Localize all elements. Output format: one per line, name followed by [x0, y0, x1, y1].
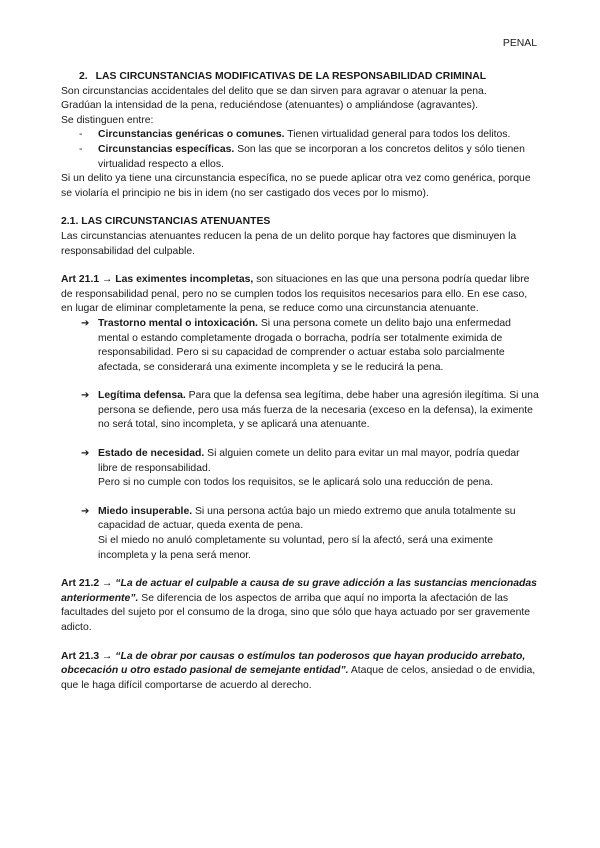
- list-item-term: Circunstancias genéricas o comunes.: [98, 129, 285, 141]
- art-21-2-paragraph: [61, 577, 541, 635]
- list-item: [61, 317, 541, 375]
- art-21-3-label: Art 21.3 →: [61, 650, 116, 662]
- list-item-text: Tienen virtualidad general para todos los delitos.: [284, 129, 511, 141]
- section-2-number: 2.: [79, 71, 88, 82]
- art-21-3-quote: “La de obrar por causas o estímulos tan poderosos que hayan producido arrebato, obcecación u otro estado pasional de semejante entidad”.: [61, 650, 526, 677]
- arrow-icon: ➔: [81, 505, 90, 517]
- list-item: [61, 389, 541, 433]
- list-item-text: Para que la defensa sea legítima, debe haber una agresión ilegítima. Si una persona se defiende, pero usa más fuerza de la necesaria (exceso en la defensa), la eximente no será total, sino incompleta, y se aplicará una atenuante.: [98, 390, 539, 431]
- list-dash: -: [79, 143, 83, 155]
- art-21-3-paragraph: [61, 650, 541, 694]
- art-21-2-quote: “La de actuar el culpable a causa de su grave adicción a las sustancias mencionadas anteriormente”.: [61, 578, 537, 604]
- section-2-heading: [61, 70, 541, 85]
- eximentes-list: [61, 317, 541, 563]
- list-item-text: Si alguien comete un delito para evitar un mal mayor, podría quedar libre de responsabilidad.: [98, 448, 520, 474]
- document-body: [61, 70, 541, 693]
- list-item: [61, 505, 541, 563]
- arrow-icon: ➔: [81, 390, 90, 402]
- art-21-1-paragraph: [61, 273, 541, 317]
- list-item-text: Si una persona actúa bajo un miedo extremo que anula totalmente su capacidad de actuar, queda exenta de pena.: [98, 505, 516, 532]
- list-dash: -: [79, 129, 83, 141]
- art-21-2-label: Art 21.2 →: [61, 578, 116, 590]
- section-2-1-intro: Las circunstancias atenuantes reducen la pena de un delito porque hay factores que disminuyen la responsabilidad del culpable.: [61, 230, 517, 257]
- section-2-closing: Si un delito ya tiene una circunstancia específica, no se puede aplicar otra vez como genérica, porque se violaría el principio ne bis in idem (no ser castigado dos veces por lo mismo).: [61, 173, 531, 199]
- list-item: [61, 143, 541, 172]
- list-item-term: Trastorno mental o intoxicación.: [98, 317, 258, 329]
- list-item-term: Estado de necesidad.: [98, 448, 205, 460]
- list-item: [61, 128, 541, 143]
- art-21-1-text: son situaciones en las que una persona podría quedar libre de responsabilidad penal, pero no se cumplen todos los requisitos necesarios para ello. En ese caso, en lugar de eliminar completamente la pena, se reduce como una circunstancia atenuante.: [61, 274, 530, 315]
- section-2-intro-3: Se distinguen entre:: [61, 114, 154, 126]
- circumstance-types-list: [61, 128, 541, 172]
- list-item: [61, 447, 541, 491]
- list-item-extra: Si el miedo no anuló completamente su voluntad, pero sí la afectó, será una eximente incompleta y la pena será menor.: [98, 535, 494, 561]
- art-21-2-text: Se diferencia de los aspectos de arriba que aquí no importa la afectación de las facultades del sujeto por el consumo de la droga, sino que sólo que haya actuado por ser gravemente adicto.: [61, 592, 531, 633]
- list-item-text: Son las que se incorporan a los concretos delitos y sólo tienen virtualidad respecto a ellos.: [98, 143, 525, 170]
- list-item-text: Si una persona comete un delito bajo una enfermedad mental o estando completamente drogada o borracha, podría ser totalmente eximida de responsabilidad. Pero si su capacidad de comprender o actuar estaba solo parcialmente afectada, se considerará una eximente incompleta y se le reducirá la pena.: [98, 317, 511, 373]
- section-2-intro-2: Gradúan la intensidad de la pena, reduciéndose (atenuantes) o ampliándose (agravantes).: [61, 100, 479, 112]
- art-21-3-text: Ataque de celos, ansiedad o de envidia, que le haga difícil comportarse de acuerdo al derecho.: [61, 665, 536, 691]
- arrow-icon: ➔: [81, 317, 90, 329]
- arrow-icon: ➔: [81, 448, 90, 460]
- section-2-title: LAS CIRCUNSTANCIAS MODIFICATIVAS DE LA RESPONSABILIDAD CRIMINAL: [95, 71, 487, 82]
- section-2-1-heading: 2.1. LAS CIRCUNSTANCIAS ATENUANTES: [61, 216, 271, 228]
- section-2-intro-1: Son circunstancias accidentales del delito que se dan sirven para agravar o atenuar la pena.: [61, 85, 487, 97]
- art-21-1-label: Art 21.1 → Las eximentes incompletas,: [61, 274, 254, 286]
- list-item-term: Miedo insuperable.: [98, 505, 193, 517]
- list-item-extra: Pero si no cumple con todos los requisitos, se le aplicará solo una reducción de pena.: [98, 477, 494, 489]
- page-header: PENAL: [502, 38, 537, 49]
- list-item-term: Circunstancias específicas.: [98, 143, 235, 155]
- list-item-term: Legítima defensa.: [98, 390, 186, 402]
